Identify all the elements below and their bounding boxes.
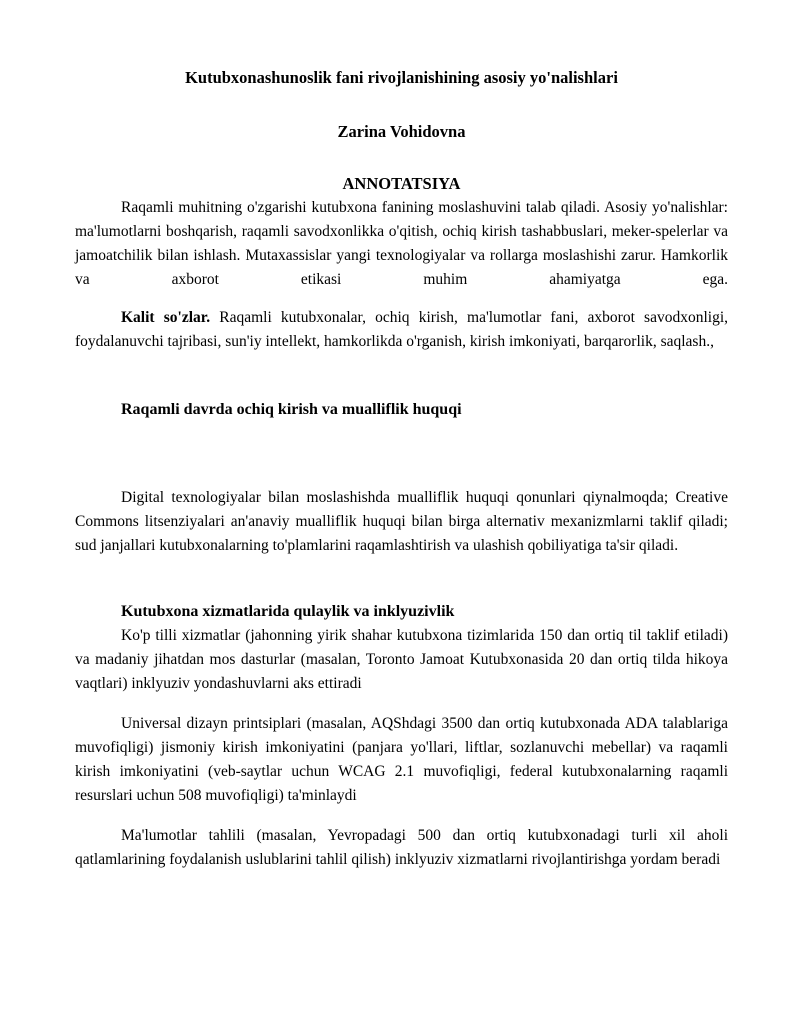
- page-title: Kutubxonashunoslik fani rivojlanishining asosiy yo'nalishlari: [185, 68, 618, 87]
- keywords-text: Raqamli kutubxonalar, ochiq kirish, ma'lumotlar fani, axborot savodxonligi, foydalanuvchi tajribasi, sun'iy intellekt, hamkorlikda o'rganish, kirish imkoniyati, barqarorlik, saqlash.,: [75, 309, 728, 350]
- keywords-paragraph: [75, 306, 728, 354]
- section-heading-open-access: Raqamli davrda ochiq kirish va mualliflik huquqi: [121, 401, 462, 418]
- paragraph-data-analysis: Ma'lumotlar tahlili (masalan, Yevropadagi 500 dan ortiq kutubxonadagi turli xil aholi qatlamlarining foydalanish uslublarini tahlil qilish) inklyuziv xizmatlarni rivojlantirishga yordam beradi: [75, 827, 728, 868]
- paragraph-multilingual-services: Ko'p tilli xizmatlar (jahonning yirik shahar kutubxona tizimlarida 150 dan ortiq til taklif etiladi) va madaniy jihatdan mos dasturlar (masalan, Toronto Jamoat Kutubxonasida 20 dan ortiq tilda hikoya vaqtlari) inklyuziv yondashuvlarni aks ettiradi: [75, 627, 728, 692]
- paragraph-open-access: Digital texnologiyalar bilan moslashishda mualliflik huquqi qonunlari qiynalmoqda; Creative Commons litsenziyalari an'anaviy mualliflik huquqi bilan birga alternativ mexanizmlarni taklif qiladi; sud janjallari kutubxonalarning to'plamlarini raqamlashtirish va ulashish qobiliyatiga ta'sir qiladi.: [75, 489, 728, 554]
- author-name: Zarina Vohidovna: [337, 122, 466, 141]
- annotation-heading: ANNOTATSIYA: [342, 174, 461, 193]
- paragraph-universal-design: Universal dizayn printsiplari (masalan, AQShdagi 3500 dan ortiq kutubxonada ADA talablariga muvofiqligi) jismoniy kirish imkoniyatini (panjara yo'llari, liftlar, sozlanuvchi mebellar) va raqamli kirish imkoniyatini (veb-saytlar uchun WCAG 2.1 muvofiqligi, federal kutubxonalarning raqamli resurslari uchun 508 muvofiqligi) ta'minlaydi: [75, 715, 728, 804]
- keywords-label: Kalit so'zlar.: [121, 309, 211, 326]
- section-heading-inclusivity: Kutubxona xizmatlarida qulaylik va inklyuzivlik: [121, 603, 455, 620]
- annotation-paragraph: Raqamli muhitning o'zgarishi kutubxona fanining moslashuvini talab qiladi. Asosiy yo'nalishlar: ma'lumotlarni boshqarish, raqamli savodxonlikka o'qitish, ochiq kirish tashabbuslari, meker-spelerlar va jamoatchilik bilan ishlash. Mutaxassislar yangi texnologiyalar va rollarga moslashishi zarur. Hamkorlik va axborot etikasi muhim ahamiyatga ega.: [75, 199, 728, 288]
